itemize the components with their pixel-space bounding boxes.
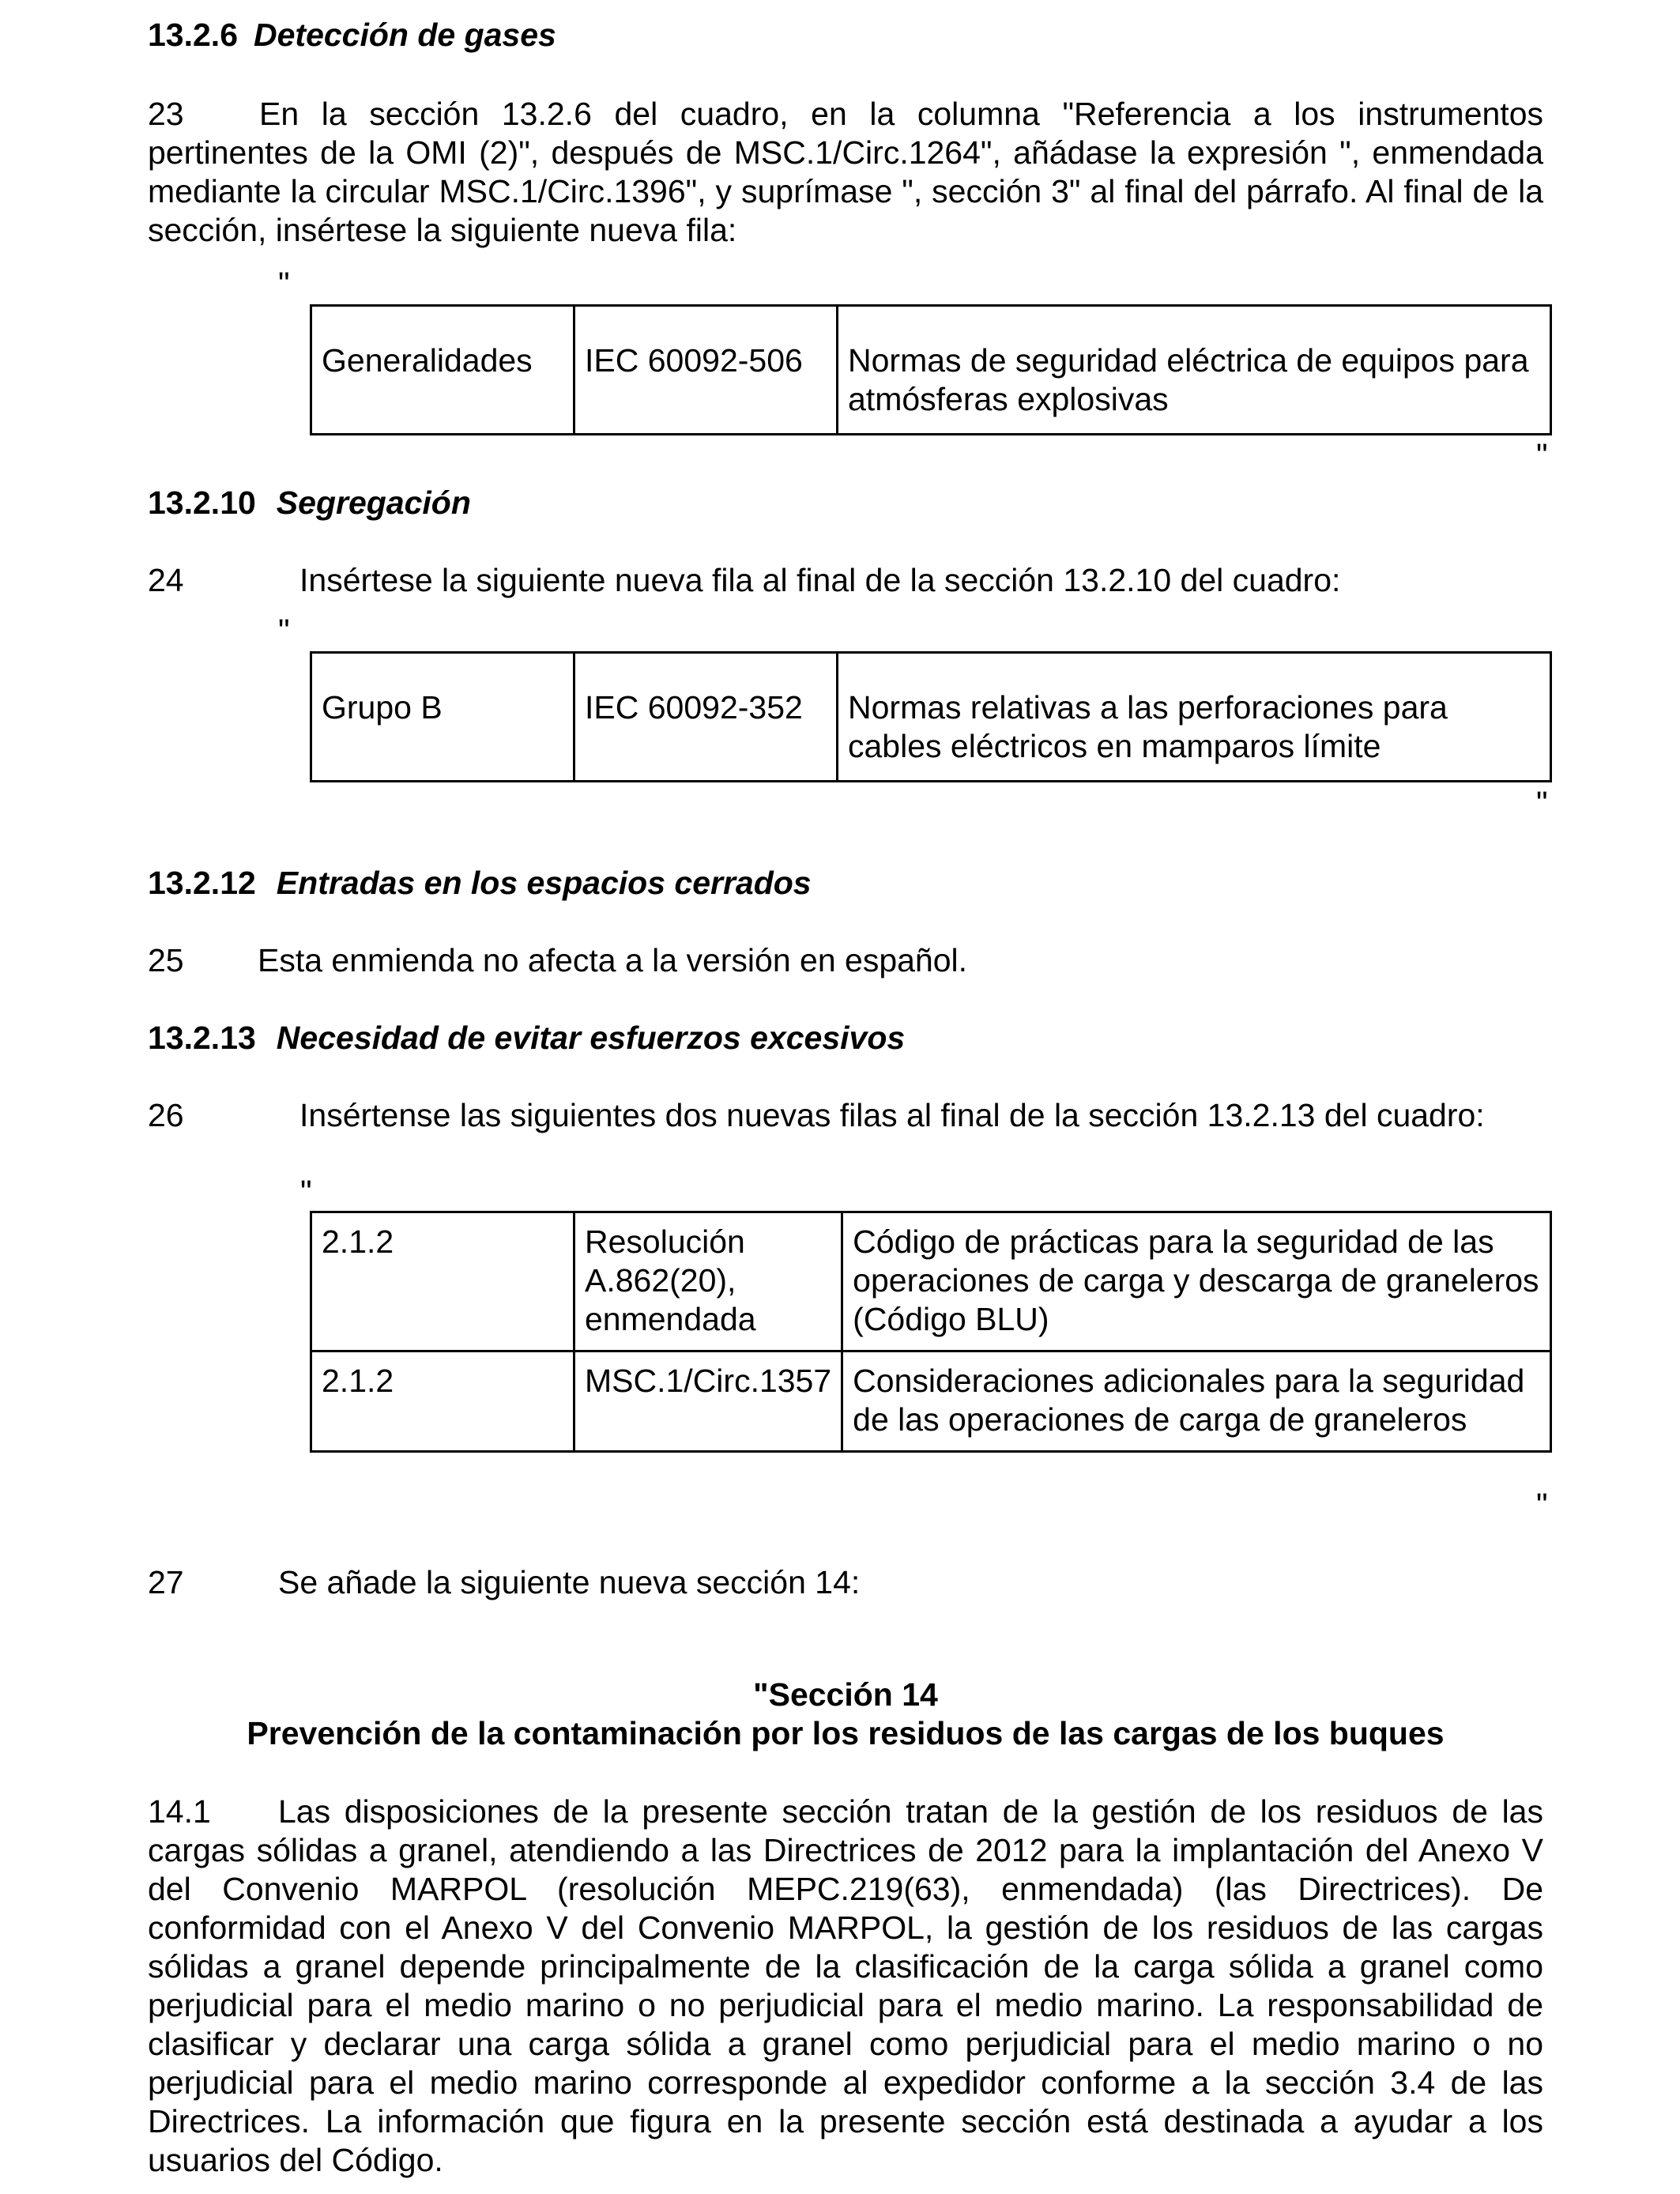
- paragraph-number: 26: [148, 1097, 184, 1133]
- section-title: Entradas en los espacios cerrados: [276, 865, 812, 901]
- section-heading-13-2-10: [148, 484, 471, 522]
- amendment-table-stress: [310, 1211, 1552, 1453]
- table-row: [311, 653, 1551, 782]
- section-heading-13-2-13: [148, 1019, 905, 1057]
- table-cell: Código de prácticas para la seguridad de las operaciones de carga y descarga de graneleros (Código BLU): [842, 1212, 1551, 1351]
- table-row: [311, 306, 1551, 435]
- paragraph-number: 24: [148, 562, 184, 598]
- paragraph-number: 27: [148, 1564, 184, 1600]
- paragraph-text: Las disposiciones de la presente sección tratan de la gestión de los residuos de las cargas sólidas a granel, atendiendo a las Directrices de 2012 para la implantación del Anexo V del Convenio MARPOL (resolución MEPC.219(63), enmendada) (las Directrices). De conformidad con el Anexo V del Convenio MARPOL, la gestión de los residuos de las cargas sólidas a granel depende principalmente de la clasificación de la carga sólida a granel como perjudicial para el medio marino o no perjudicial para el medio marino. La responsabilidad de clasificar y declarar una carga sólida a granel como perjudicial para el medio marino o no perjudicial para el medio marino corresponde al expedidor conforme a la sección 3.4 de las Directrices. La información que figura en la presente sección está destinada a ayudar a los usuarios del Código.: [148, 1793, 1543, 2178]
- paragraph-number: 14.1: [148, 1793, 211, 1830]
- section-title: Necesidad de evitar esfuerzos excesivos: [276, 1020, 906, 1056]
- paragraph-text: Insértense las siguientes dos nuevas filas al final de la sección 13.2.13 del cuadro:: [299, 1097, 1485, 1133]
- table-cell: Resolución A.862(20), enmendada: [574, 1212, 842, 1351]
- opening-quote: ": [278, 266, 290, 302]
- table-row: [311, 1212, 1551, 1351]
- table-cell: IEC 60092-352: [574, 653, 838, 782]
- section-14-title: "Sección 14: [753, 1676, 938, 1713]
- paragraph-27: [148, 1563, 860, 1602]
- paragraph-number: 23: [148, 96, 184, 132]
- section-number: 13.2.12: [148, 865, 256, 901]
- table-cell: 2.1.2: [311, 1351, 574, 1452]
- paragraph-26: [148, 1096, 1485, 1135]
- table-cell: Normas relativas a las perforaciones para cables eléctricos en mamparos límite: [838, 653, 1551, 782]
- section-14-subtitle: Prevención de la contaminación por los residuos de las cargas de los buques: [247, 1715, 1445, 1751]
- paragraph-23: [148, 95, 1543, 250]
- section-title: Segregación: [276, 484, 471, 521]
- closing-quote: ": [1536, 437, 1548, 473]
- paragraph-number: 25: [148, 942, 184, 978]
- amendment-table-segregation: [310, 651, 1552, 782]
- table-cell: IEC 60092-506: [574, 306, 838, 435]
- table-cell: MSC.1/Circ.1357: [574, 1351, 842, 1452]
- table-cell: Grupo B: [311, 653, 574, 782]
- paragraph-24: [148, 561, 1340, 600]
- opening-quote: ": [300, 1174, 312, 1210]
- paragraph-25: [148, 941, 967, 980]
- table-cell: Consideraciones adicionales para la seguridad de las operaciones de carga de graneleros: [842, 1351, 1551, 1452]
- table-cell: Normas de seguridad eléctrica de equipos para atmósferas explosivas: [838, 306, 1551, 435]
- section-number: 13.2.13: [148, 1020, 256, 1056]
- opening-quote: ": [278, 613, 290, 649]
- table-row: [311, 1351, 1551, 1452]
- paragraph-text: Se añade la siguiente nueva sección 14:: [278, 1564, 861, 1600]
- closing-quote: ": [1536, 785, 1548, 821]
- section-heading-13-2-12: [148, 864, 812, 903]
- paragraph-text: Insértese la siguiente nueva fila al final de la sección 13.2.10 del cuadro:: [299, 562, 1341, 598]
- closing-quote: ": [1536, 1487, 1548, 1523]
- table-cell: 2.1.2: [311, 1212, 574, 1351]
- paragraph-14-1: [148, 1793, 1543, 2180]
- section-title: Detección de gases: [254, 17, 556, 53]
- paragraph-text: Esta enmienda no afecta a la versión en español.: [258, 942, 968, 978]
- amendment-table-gases: [310, 304, 1552, 435]
- paragraph-text: En la sección 13.2.6 del cuadro, en la columna "Referencia a los instrumentos pertinentes de la OMI (2)", después de MSC.1/Circ.1264", añádase la expresión ", enmendada mediante la circular MSC.1/Circ.1396", y suprímase ", sección 3" al final del párrafo. Al final de la sección, insértese la siguiente nueva fila:: [148, 96, 1543, 248]
- section-number: 13.2.6: [148, 17, 238, 53]
- section-number: 13.2.10: [148, 484, 256, 521]
- table-cell: Generalidades: [311, 306, 574, 435]
- section-heading-13-2-6: [148, 16, 556, 55]
